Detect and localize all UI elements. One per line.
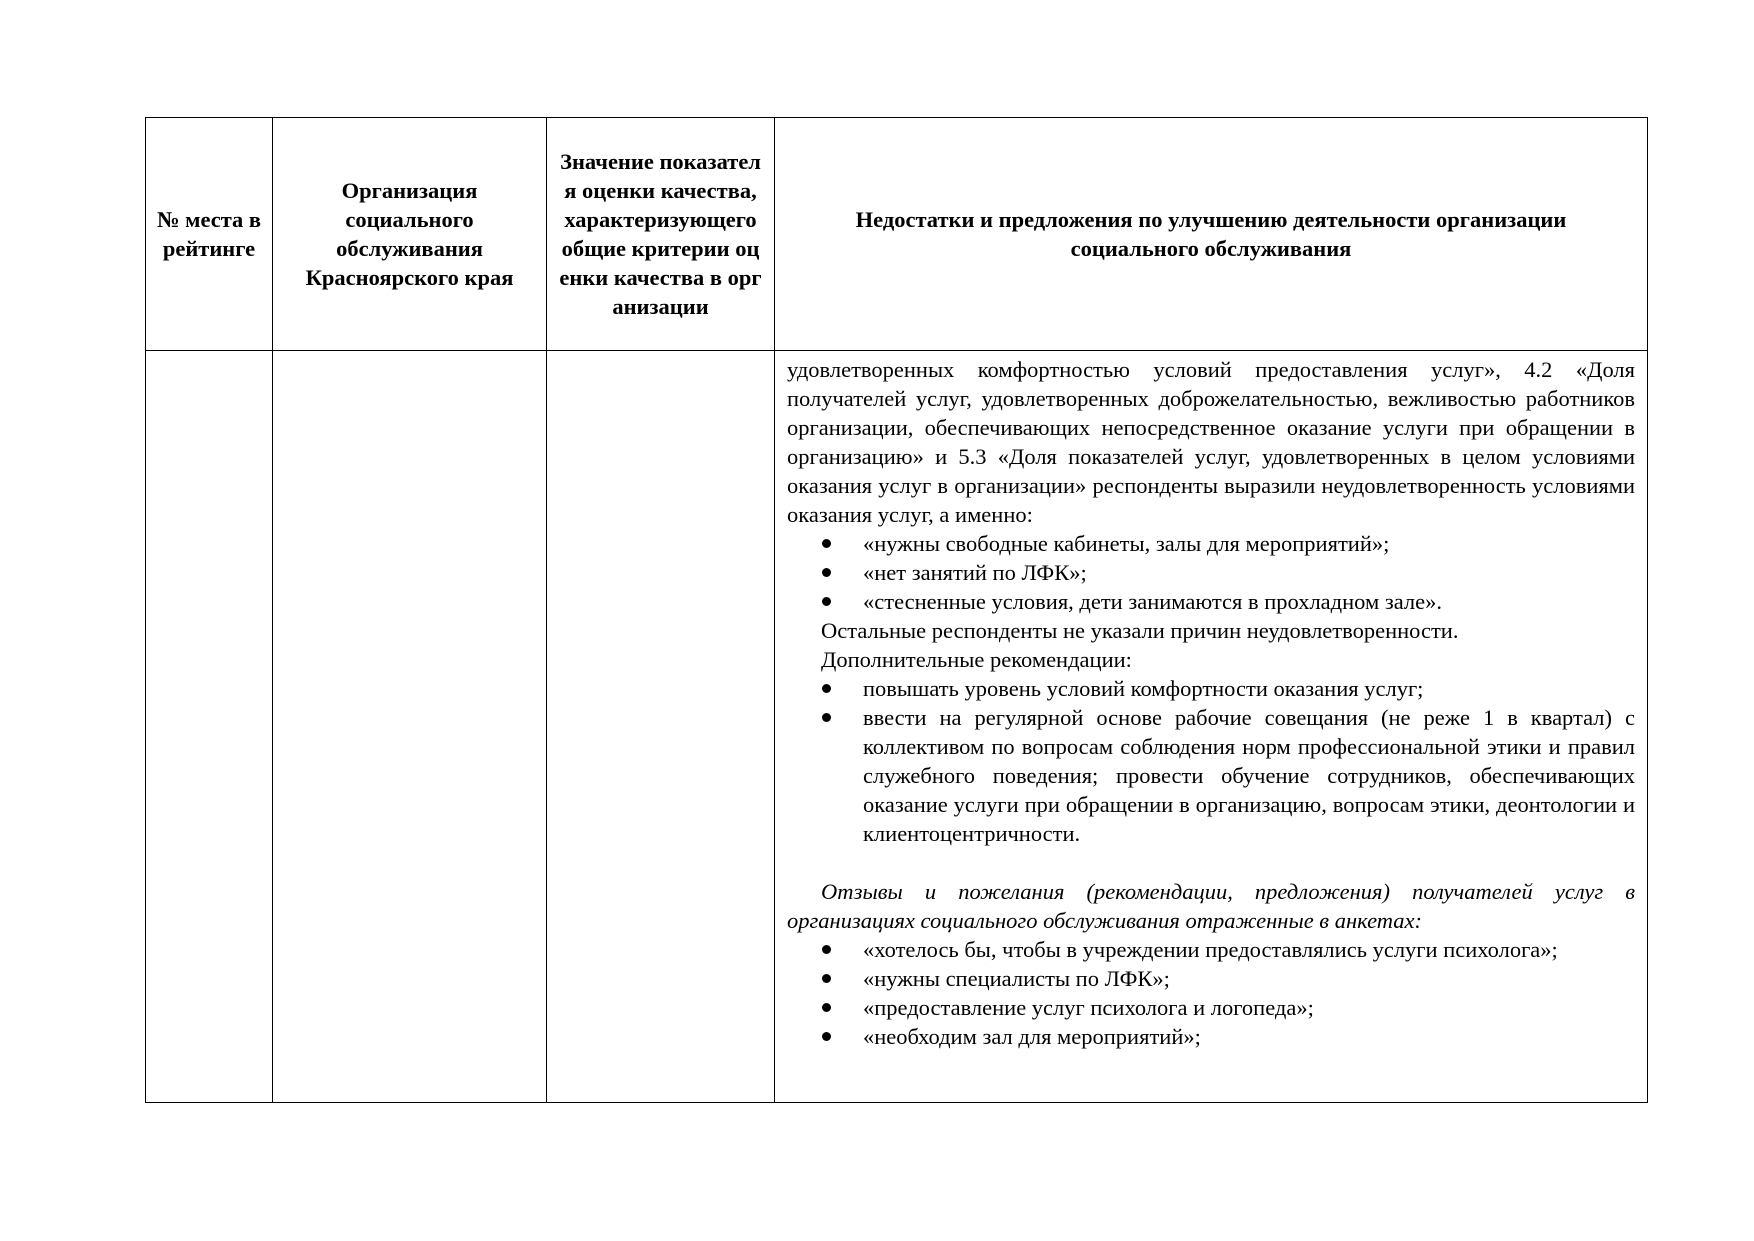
- header-organization: [273, 118, 547, 351]
- header-organization-text: Организация социального обслуживания Красноярского края: [305, 178, 514, 290]
- table-header-row: [146, 118, 1648, 351]
- list-item: [863, 587, 1635, 616]
- feedback-text: «хотелось бы, чтобы в учреждении предоставлялись услуги психолога»;: [863, 937, 1558, 962]
- feedback-text: «предоставление услуг психолога и логопеда»;: [863, 995, 1314, 1020]
- cell-rank: [146, 351, 273, 1103]
- list-item: [863, 558, 1635, 587]
- bullet-icon: [822, 713, 831, 722]
- complaint-text: «нужны свободные кабинеты, залы для мероприятий»;: [863, 531, 1390, 556]
- list-item: [863, 674, 1635, 703]
- recommendations-title: Дополнительные рекомендации:: [821, 647, 1132, 672]
- feedback-title: Отзывы и пожелания (рекомендации, предложения) получателей услуг в организациях социального обслуживания отраженные в анкетах:: [787, 879, 1635, 933]
- bullet-icon: [822, 945, 831, 954]
- header-shortcomings: [775, 118, 1648, 351]
- feedback-text: «нужны специалисты по ЛФК»;: [863, 966, 1170, 991]
- bullet-icon: [822, 1032, 831, 1041]
- recommendations-list: [787, 674, 1635, 848]
- header-shortcomings-text: Недостатки и предложения по улучшению деятельности организации социального обслуживания: [855, 207, 1567, 261]
- header-value: [547, 118, 775, 351]
- header-value-text: Значение показателя оценки качества, характеризующего общие критерии оценки качества в организации: [559, 149, 762, 319]
- bullet-icon: [822, 684, 831, 693]
- cell-organization: [273, 351, 547, 1103]
- bullet-icon: [822, 597, 831, 606]
- feedback-list: [787, 935, 1635, 1051]
- bullet-icon: [822, 1003, 831, 1012]
- bullet-icon: [822, 539, 831, 548]
- complaint-text: «нет занятий по ЛФК»;: [863, 560, 1087, 585]
- rating-table: [145, 117, 1648, 1103]
- cell-value: [547, 351, 775, 1103]
- header-rank-text: № места в рейтинге: [156, 207, 262, 261]
- cell-shortcomings: [775, 351, 1648, 1103]
- feedback-text: «необходим зал для мероприятий»;: [863, 1024, 1201, 1049]
- list-item: [863, 993, 1635, 1022]
- recommendation-text: повышать уровень условий комфортности оказания услуг;: [863, 676, 1424, 701]
- shortcomings-content: [775, 351, 1647, 1051]
- list-item: [863, 1022, 1635, 1051]
- complaint-text: «стесненные условия, дети занимаются в прохладном зале».: [863, 589, 1442, 614]
- spacer: [787, 848, 1635, 877]
- list-item: [863, 935, 1635, 964]
- bullet-icon: [822, 568, 831, 577]
- table-row: [146, 351, 1648, 1103]
- bullet-icon: [822, 974, 831, 983]
- list-item: [863, 964, 1635, 993]
- header-rank: [146, 118, 273, 351]
- complaints-list: [787, 529, 1635, 616]
- intro-paragraph: удовлетворенных комфортностью условий предоставления услуг», 4.2 «Доля получателей услуг, удовлетворенных доброжелательностью, вежливостью работников организации, обеспечивающих непосредственное оказание услуги при обращении в организацию» и 5.3 «Доля показателей услуг, удовлетворенных в целом условиями оказания услуг в организации» респонденты выразили неудовлетворенность условиями оказания услуг, а именно:: [787, 357, 1635, 527]
- no-reasons-text: Остальные респонденты не указали причин неудовлетворенности.: [821, 618, 1459, 643]
- list-item: [863, 703, 1635, 848]
- recommendation-text: ввести на регулярной основе рабочие совещания (не реже 1 в квартал) с коллективом по вопросам соблюдения норм профессиональной этики и правил служебного поведения; провести обучение сотрудников, обеспечивающих оказание услуги при обращении в организацию, вопросам этики, деонтологии и клиентоцентричности.: [863, 705, 1635, 846]
- list-item: [863, 529, 1635, 558]
